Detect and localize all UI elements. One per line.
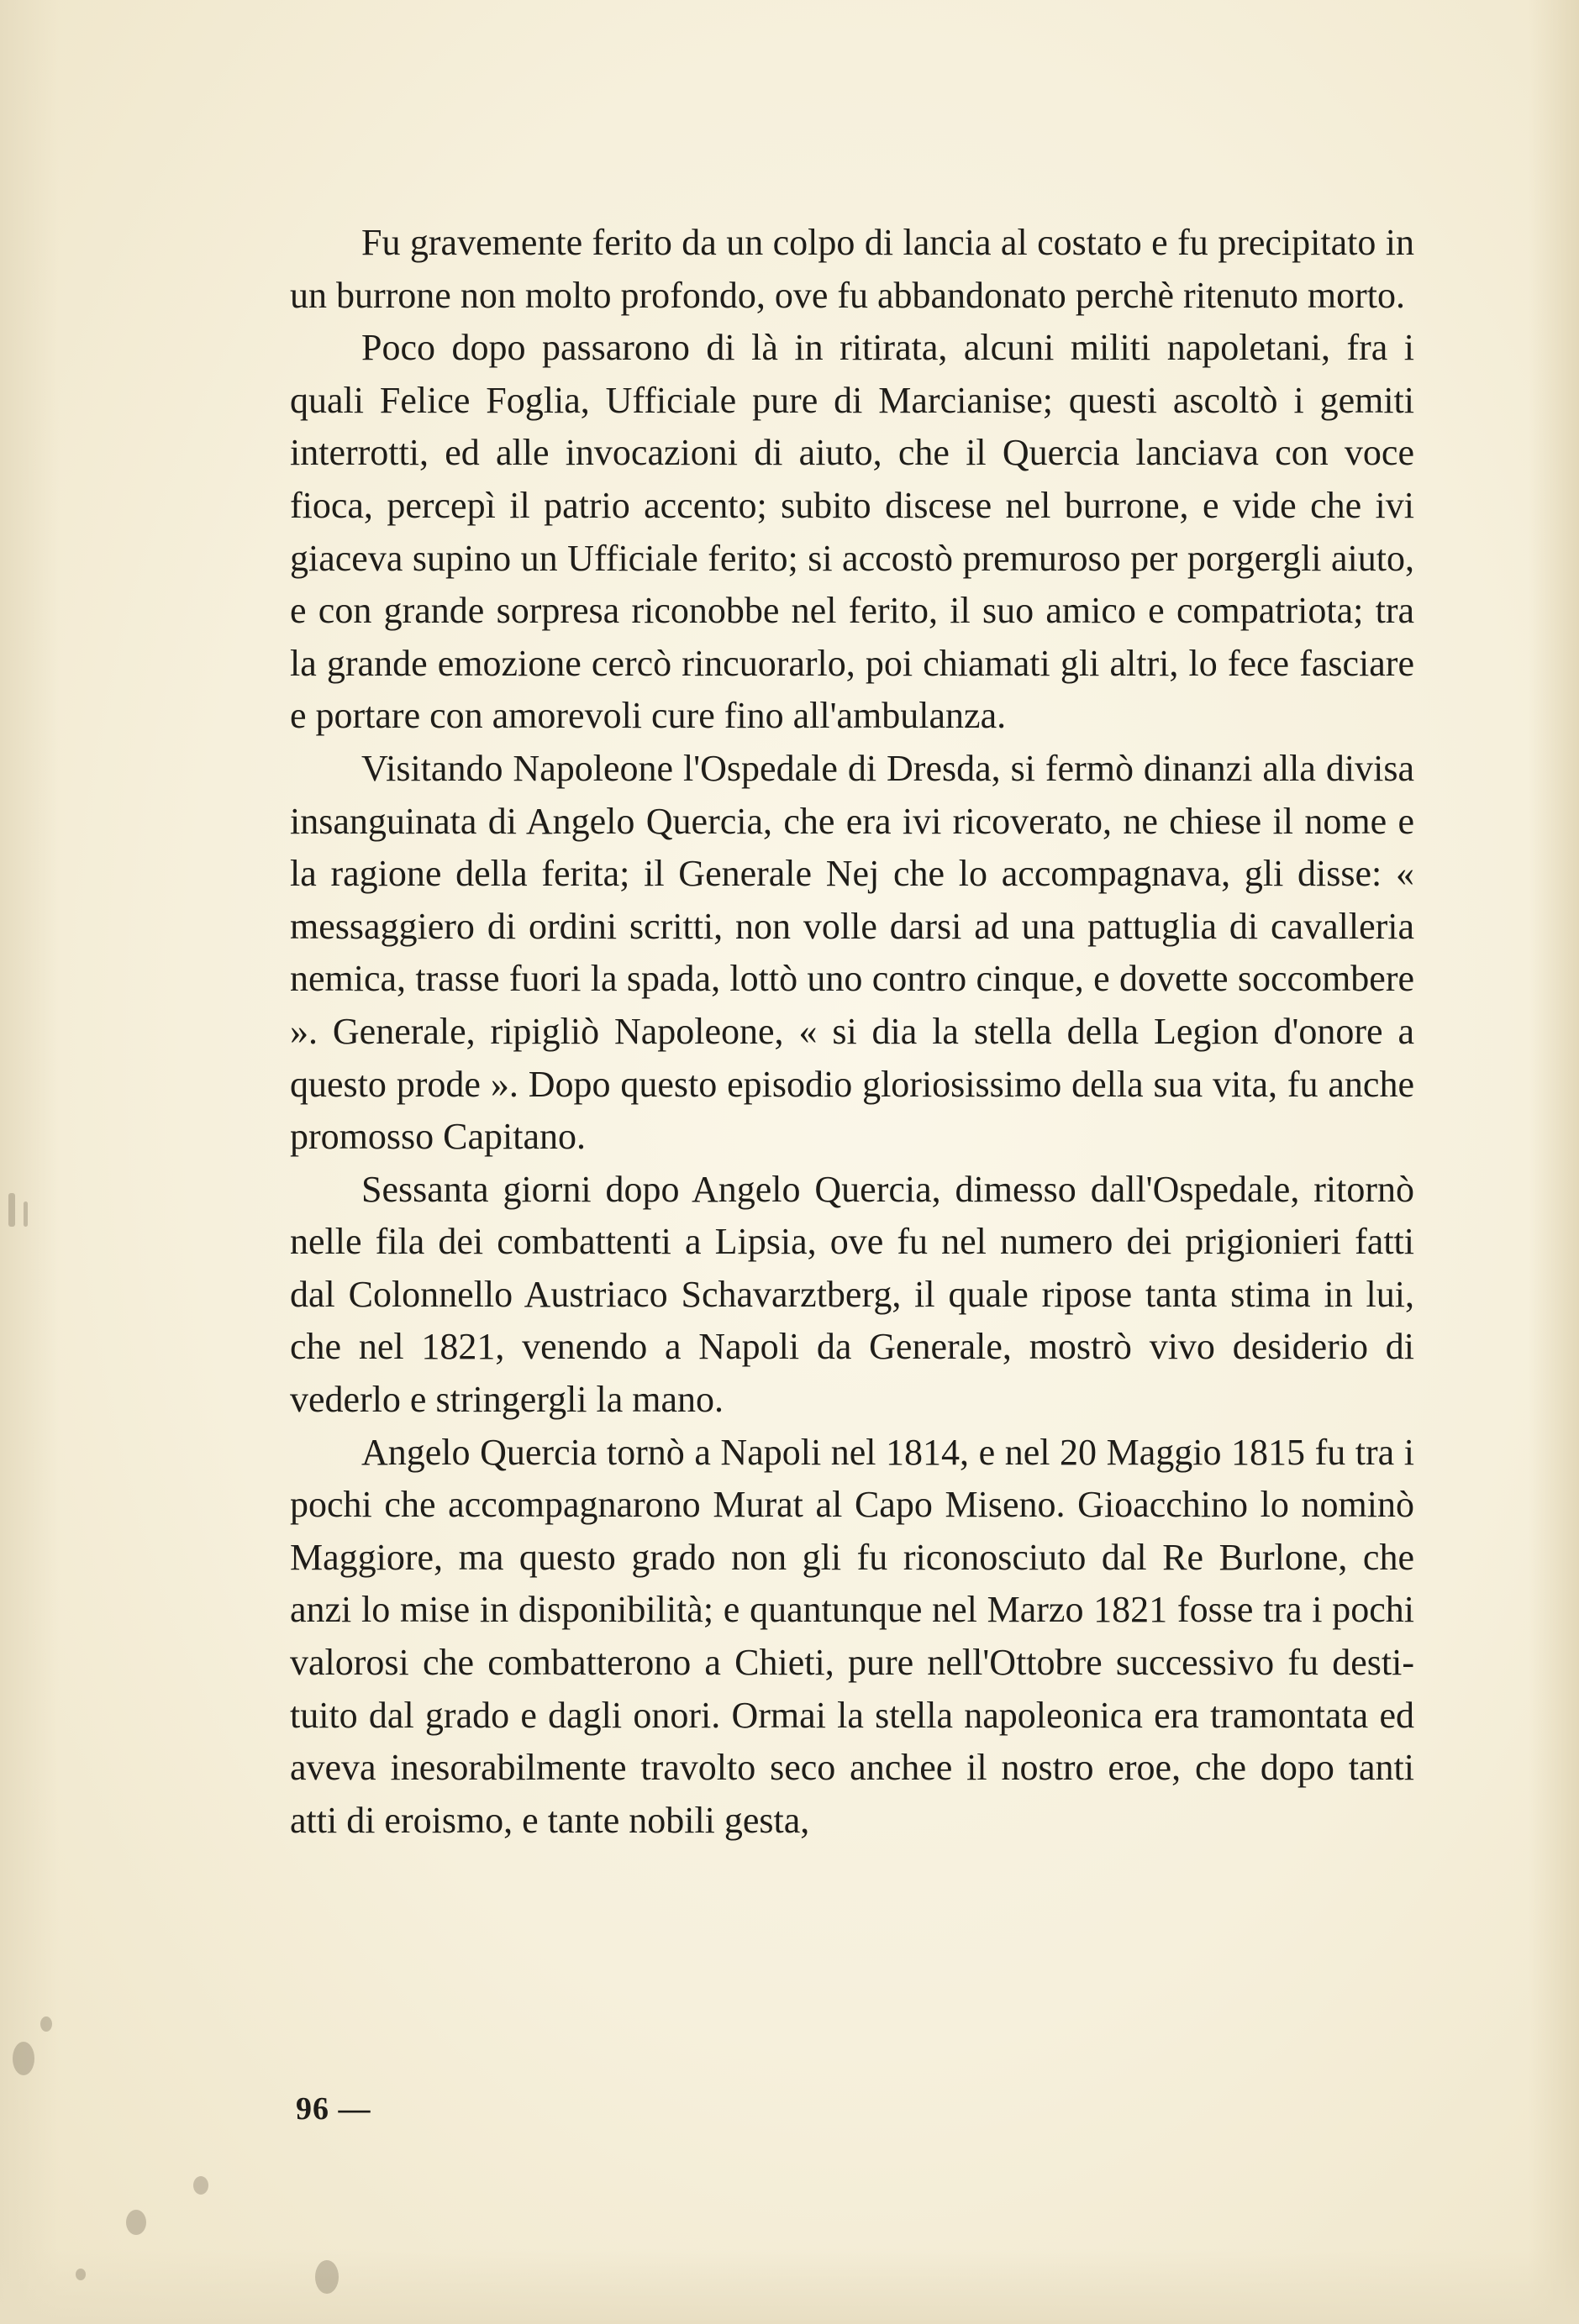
ink-speck [13,2042,34,2075]
ink-speck [40,2016,52,2032]
body-text [290,217,1414,1847]
paragraph: Poco dopo passarono di là in ritirata, alcuni militi napoletani, fra i quali Felice Foglia, Ufficiale pure di Marcianise; questi ascoltò i gemiti interrotti, ed alle invocazioni di aiuto, che il Quercia lanciava con voce fioca, percepì il patrio accento; subito discese nel burrone, e vide che ivi giaceva supino un Ufficiale ferito; si accostò premuroso per porgergli aiuto, e con grande sorpresa riconobbe nel ferito, il suo amico e compatriota; tra la grande emozione cercò rincuorarlo, poi chiamati gli altri, lo fece fasciare e portare con amorevoli cure fino all'ambulanza. [290,327,1414,737]
page-edge-right [1529,0,1579,2324]
ink-speck [24,1201,28,1227]
page-number: 96 — [296,2091,371,2127]
ink-speck [126,2210,146,2235]
page-edge-bottom [0,2248,1579,2324]
paragraph: Angelo Quercia tornò a Napoli nel 1814, e nel 20 Maggio 1815 fu tra i pochi che accompagnarono Murat al Capo Miseno. Gioacchino lo nominò Maggiore, ma questo grado non gli fu riconosciuto dal Re Burlone, che anzi lo mise in disponibilità; e quantunque nel Marzo 1821 fosse tra i pochi valorosi che combatterono a Chieti, pure nell'Ottobre successivo fu destituito dal grado e dagli onori. Ormai la stella napoleonica era tramontata ed aveva inesorabilmente travolto seco anchee il nostro eroe, che dopo tanti atti di eroismo, e tante nobili gesta, [290,1431,1414,1841]
paragraph: Fu gravemente ferito da un colpo di lancia al costato e fu precipitato in un burrone non molto profondo, ove fu abbandonato perchè ritenuto morto. [290,222,1414,316]
ink-speck [76,2269,86,2280]
ink-speck [193,2176,208,2195]
ink-speck [8,1193,15,1227]
paragraph: Sessanta giorni dopo Angelo Quercia, dimesso dall'Ospedale, ritornò nelle fila dei combattenti a Lipsia, ove fu nel numero dei prigionieri fatti dal Colonnello Austriaco Schavarztberg, il quale ripose tanta stima in lui, che nel 1821, venendo a Napoli da Generale, mostrò vivo desiderio di vederlo e stringergli la mano. [290,1168,1414,1421]
paragraph: Visitando Napoleone l'Ospedale di Dresda, si fermò dinanzi alla divisa insanguinata di Angelo Quercia, che era ivi ricoverato, ne chiese il nome e la ragione della ferita; il Generale Nej che lo accompagnava, gli disse: « messaggiero di ordini scritti, non volle darsi ad una pattuglia di cavalleria nemica, trasse fuori la spada, lottò uno contro cinque, e dovette soccombere ». Generale, ripigliò Napoleone, « si dia la stella della Legion d'onore a questo prode ». Dopo questo episodio gloriosissimo della sua vita, fu anche promosso Capitano. [290,747,1414,1158]
page-edge-left [0,0,59,2324]
ink-speck [315,2260,339,2294]
